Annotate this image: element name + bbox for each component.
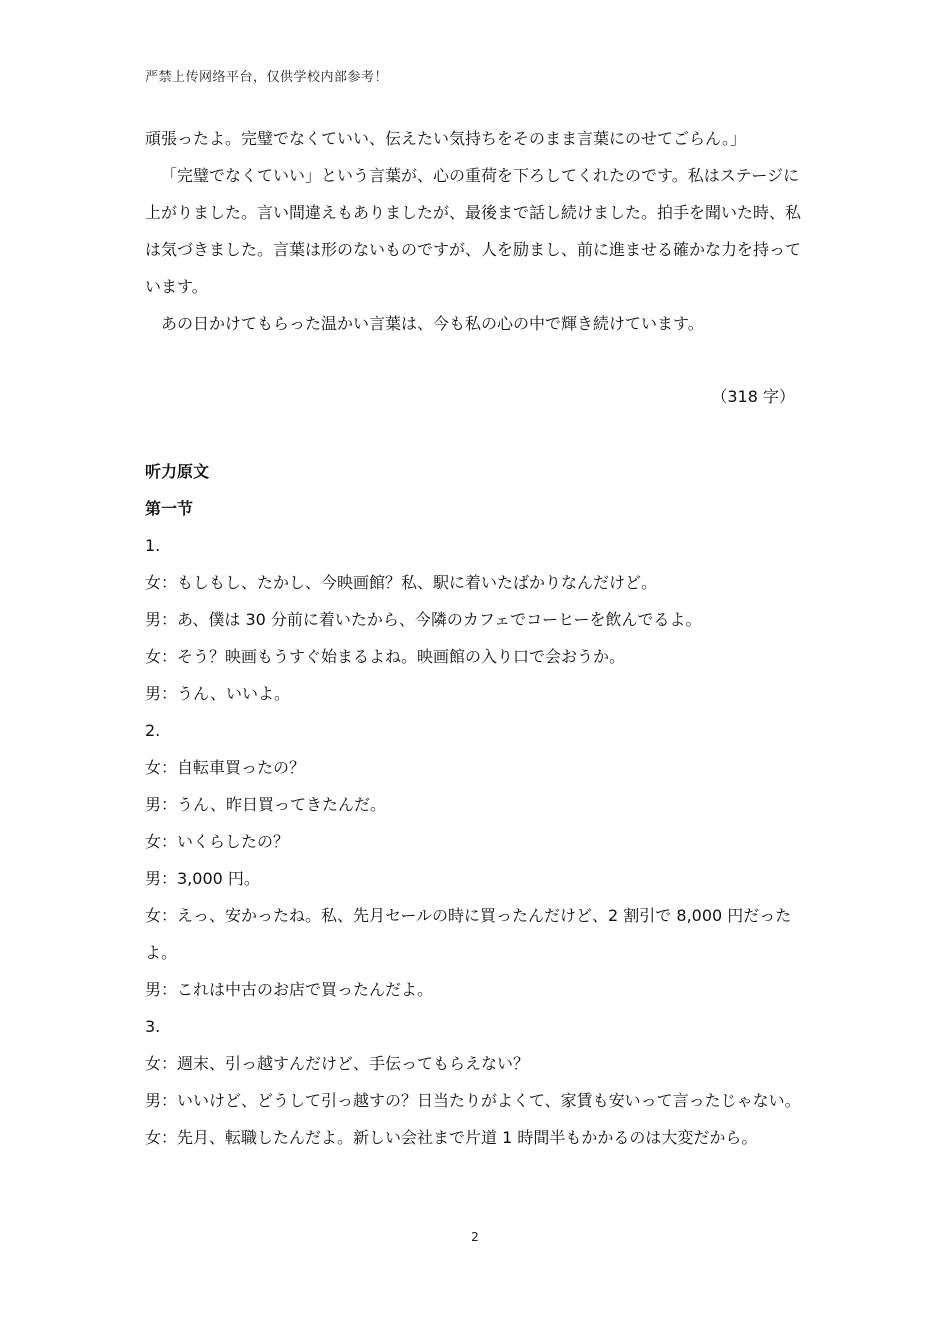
header-notice: 严禁上传网络平台，仅供学校内部参考！	[145, 70, 389, 85]
dialogue-line: 女：もしもし、たかし、今映画館？私、駅に着いたばかりなんだけど。	[145, 573, 658, 592]
dialogue-line: 男：うん、昨日買ってきたんだ。	[145, 795, 386, 814]
dialogue-line: 女：えっ、安かったね。私、先月セールの時に買ったんだけど、2 割引で 8,000 円だったよ。	[145, 906, 792, 962]
dialogue-line: 女：週末、引っ越すんだけど、手伝ってもらえない？	[145, 1054, 530, 1073]
essay-line-1: 頑張ったよ。完璧でなくていい、伝えたい気持ちをそのまま言葉にのせてごらん。」	[145, 129, 746, 148]
dialogue-number: 3.	[145, 1017, 161, 1036]
dialogue-number: 2.	[145, 721, 161, 740]
dialogue-line: 男：あ、僕は 30 分前に着いたから、今隣のカフェでコーヒーを飲んでるよ。	[145, 610, 702, 629]
listening-title: 听力原文	[145, 462, 210, 481]
dialogue-3	[145, 1008, 815, 1156]
section-heading: 第一节	[145, 499, 194, 518]
dialogue-line: 男：いいけど、どうして引っ越すの？日当たりがよくて、家賃も安いって言ったじゃない。	[145, 1091, 801, 1110]
dialogue-1	[145, 527, 815, 712]
dialogue-number: 1.	[145, 536, 161, 555]
dialogue-line: 女：そう？映画もうすぐ始まるよね。映画館の入り口で会おうか。	[145, 647, 626, 666]
essay-paragraph-2: 「完璧でなくていい」という言葉が、心の重荷を下ろしてくれたのです。私はステージに上がりました。言い間違えもありましたが、最後まで話し続けました。拍手を聞いた時、私は気づきました。言葉は形のないものですが、人を励まし、前に進ませる確かな力を持っています。	[145, 166, 802, 296]
dialogue-line: 男：うん、いいよ。	[145, 684, 290, 703]
dialogue-line: 女：いくらしたの？	[145, 832, 290, 851]
dialogue-line: 女：自転車買ったの？	[145, 758, 306, 777]
dialogue-2	[145, 712, 815, 1008]
page-number: 2	[471, 1230, 479, 1244]
dialogue-line: 女：先月、転職したんだよ。新しい会社まで片道 1 時間半もかかるのは大変だから。	[145, 1128, 758, 1147]
dialogue-line: 男：これは中古のお店で買ったんだよ。	[145, 980, 434, 999]
document-body	[145, 120, 815, 1156]
essay-paragraph-3: あの日かけてもらった温かい言葉は、今も私の心の中で輝き続けています。	[161, 314, 704, 333]
dialogue-line: 男：3,000 円。	[145, 869, 260, 888]
char-count: （318 字）	[711, 387, 795, 406]
